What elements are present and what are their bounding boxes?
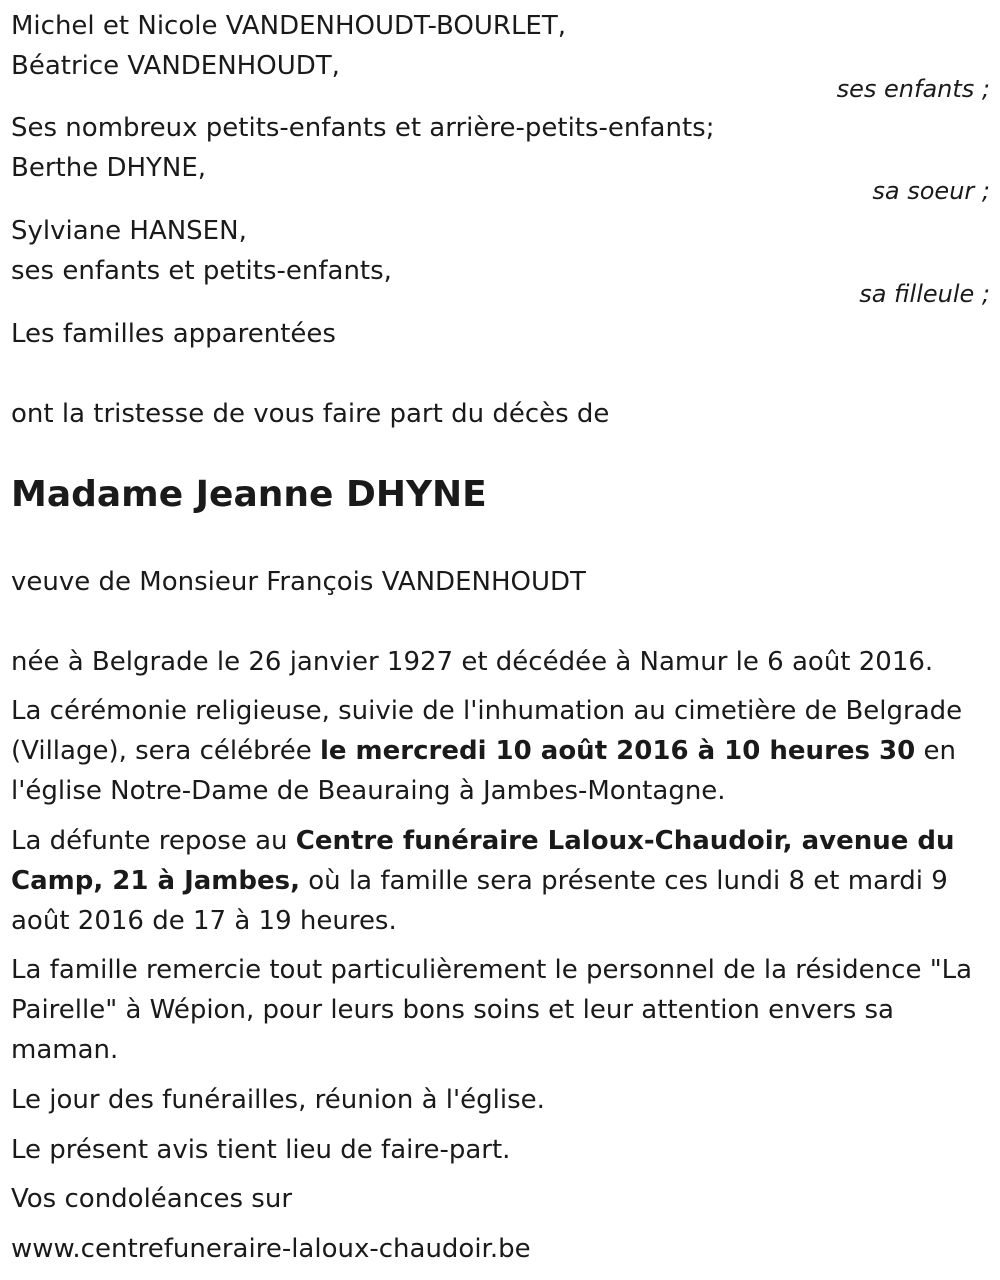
goddaughter-line-2: ses enfants et petits-enfants, [11, 256, 392, 286]
children-line-1: Michel et Nicole VANDENHOUDT-BOURLET, [11, 11, 567, 41]
children-line-2: Béatrice VANDENHOUDT, [11, 51, 340, 81]
gathering-line: Le jour des funérailles, réunion à l'église. [11, 1085, 545, 1115]
repose-text-before: La défunte repose au [11, 826, 296, 856]
repose-text-after: où la famille sera présente ces lundi 8 et mardi 9 août 2016 de 17 à 19 heures. [11, 866, 948, 936]
sister-role: sa soeur ; [872, 177, 990, 205]
relatives-line: Les familles apparentées [11, 319, 336, 349]
goddaughter-block [11, 211, 990, 309]
repose-location-bold: Centre funéraire Laloux-Chaudoir, avenue du Camp, 21 à Jambes, [11, 826, 955, 896]
ceremony-text-after: en l'église Notre-Dame de Beauraing à Jambes-Montagne. [11, 736, 956, 806]
website-link[interactable]: www.centrefuneraire-laloux-chaudoir.be [11, 1234, 531, 1264]
deceased-name: Madame Jeanne DHYNE [11, 474, 487, 515]
children-role: ses enfants ; [836, 75, 990, 103]
condolences-line: Vos condoléances sur [11, 1184, 293, 1214]
goddaughter-role: sa filleule ; [859, 280, 990, 308]
widow-of-line: veuve de Monsieur François VANDENHOUDT [11, 567, 586, 597]
birth-death-line: née à Belgrade le 26 janvier 1927 et décédée à Namur le 6 août 2016. [11, 647, 934, 677]
ceremony-text-before: La cérémonie religieuse, suivie de l'inhumation au cimetière de Belgrade (Village), sera célébrée [11, 696, 963, 766]
thanks-paragraph: La famille remercie tout particulièrement le personnel de la résidence "La Pairelle" à Wépion, pour leurs bons soins et leur attention envers sa maman. [11, 955, 973, 1065]
sister-line: Berthe DHYNE, [11, 153, 207, 183]
grandchildren-line: Ses nombreux petits-enfants et arrière-petits-enfants; [11, 113, 715, 143]
goddaughter-line-1: Sylviane HANSEN, [11, 216, 247, 246]
grandchildren-sister-block [11, 108, 990, 206]
announcement-line: ont la tristesse de vous faire part du décès de [11, 399, 610, 429]
ceremony-paragraph [11, 691, 990, 811]
ceremony-date-bold: le mercredi 10 août 2016 à 10 heures 30 [319, 736, 916, 766]
children-block [11, 6, 990, 104]
notice-line: Le présent avis tient lieu de faire-part. [11, 1135, 511, 1165]
repose-paragraph [11, 821, 990, 941]
